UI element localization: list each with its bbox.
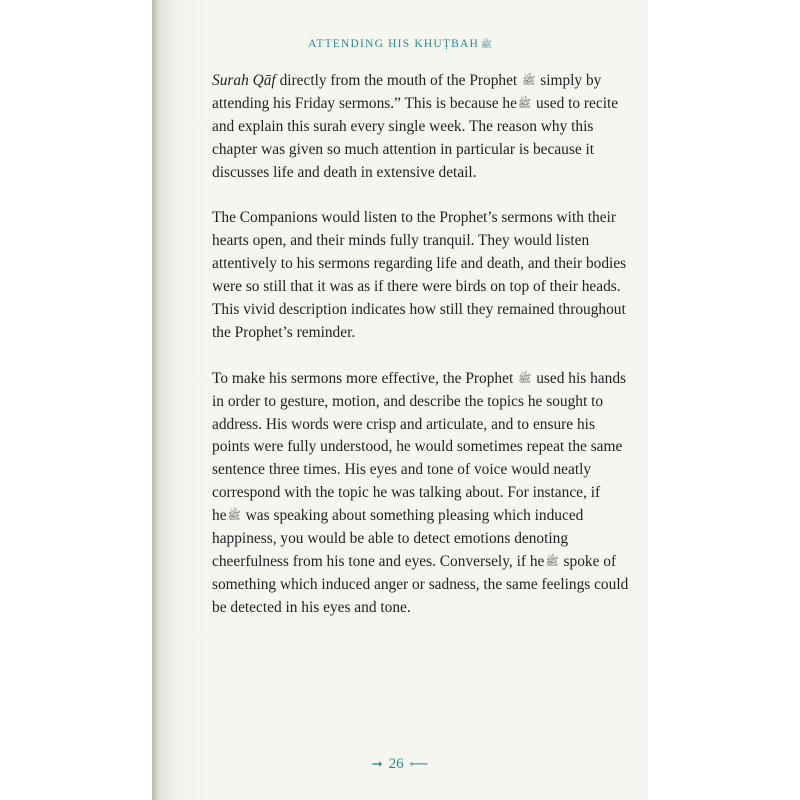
paragraph-2: The Companions would listen to the Prophet’s sermons with their hearts open, and their minds fully tranquil. They would listen attentively to his sermons regarding life and death, and their bodies were so still that it was as if there were birds on top of their heads. This vivid description indicates how still they remained throughout the Prophet’s reminder. [212,209,627,341]
spine-shadow [152,0,158,800]
paragraph-1-text-b: simply by attending his Friday sermons.” This is because he [212,72,602,112]
paragraph-3-text-a: To make his sermons more effective, the Prophet [212,369,518,387]
honorific-icon: ﷺ [517,97,532,110]
paragraph-3-text-d: spoke of something which induced anger or sadness, the same feelings could be detected in his eyes and tone. [212,553,629,616]
paragraph-1-text-a: directly from the mouth of the Prophet [275,72,522,89]
book-page [152,0,648,800]
honorific-icon: ﷺ [518,372,532,385]
running-head-honorific-icon: ﷺ [480,39,492,49]
running-head-title: ATTENDING HIS KHUṬBAH [308,38,479,50]
page-folio [152,756,648,773]
honorific-icon: ﷺ [522,75,536,87]
body-text [212,70,630,643]
paragraph-1-text-c: used to recite and explain this surah every single week. The reason why this chapter was given so much attention in particular is because it discusses life and death in extensive detail. [212,94,619,181]
paragraph-3-text-c: was speaking about something pleasing which induced happiness, you would be able to detect emotions denoting cheerfulness from his tone and eyes. Conversely, if he [212,507,584,570]
honorific-icon: ﷺ [545,556,559,568]
paragraph-3-text-b: used his hands in order to gesture, motion, and describe the topics he sought to address. His words were crisp and articulate, and to ensure his points were fully understood, he would sometimes repeat the same sentence three times. His eyes and tone of voice would neatly correspond with the topic he was talking about. For instance, if he [212,369,627,525]
right-arrow-icon: ⟵ [409,756,429,771]
left-arrow-icon: ➞ [371,756,383,771]
running-head [152,38,648,52]
paragraph-3 [212,368,630,620]
honorific-icon: ﷺ [227,510,241,523]
surah-title: Surah Qāf [212,72,276,89]
page-number: 26 [388,756,404,772]
paragraph-1 [212,70,630,185]
